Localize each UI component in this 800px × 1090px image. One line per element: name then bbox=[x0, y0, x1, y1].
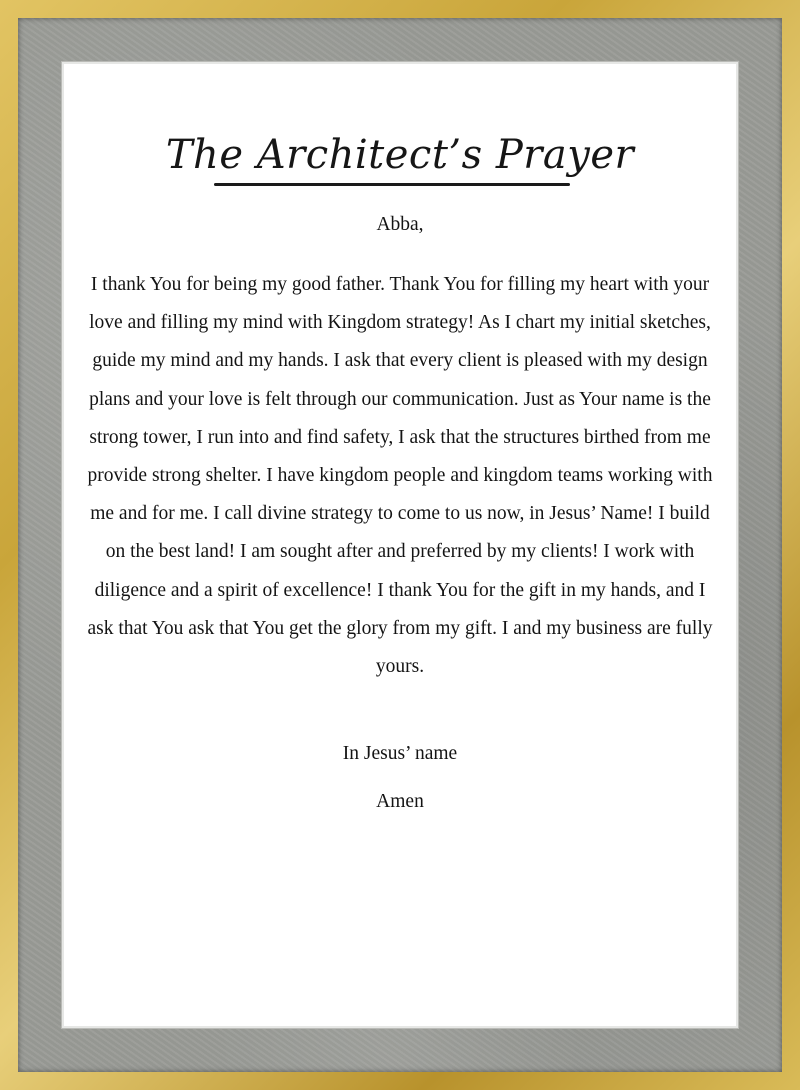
closing-line-in-jesus-name: In Jesus’ name bbox=[342, 743, 458, 764]
closing-line-amen: Amen bbox=[376, 791, 424, 812]
title-underline bbox=[214, 183, 570, 186]
salutation: Abba, bbox=[376, 214, 424, 235]
prayer-body: I thank You for being my good father. Thank You for filling my heart with your love and filling my mind with Kingdom strategy! As I chart my initial sketches, guide my mind and my hands. I ask that every client is pleased with my design plans and your love is felt through our communication. Just as Your name is the strong tower, I run into and find safety, I ask that the structures birthed from me provide strong shelter. I have kingdom people and kingdom teams working with me and for me. I call divine strategy to come to us now, in Jesus’ Name! I build on the best land! I am sought after and preferred by my clients! I work with diligence and a spirit of excellence! I thank You for the gift in my hands, and I ask that You ask that You get the glory from my gift. I and my business are fully yours. bbox=[87, 274, 713, 678]
prayer-title: The Architect’s Prayer bbox=[165, 132, 635, 178]
